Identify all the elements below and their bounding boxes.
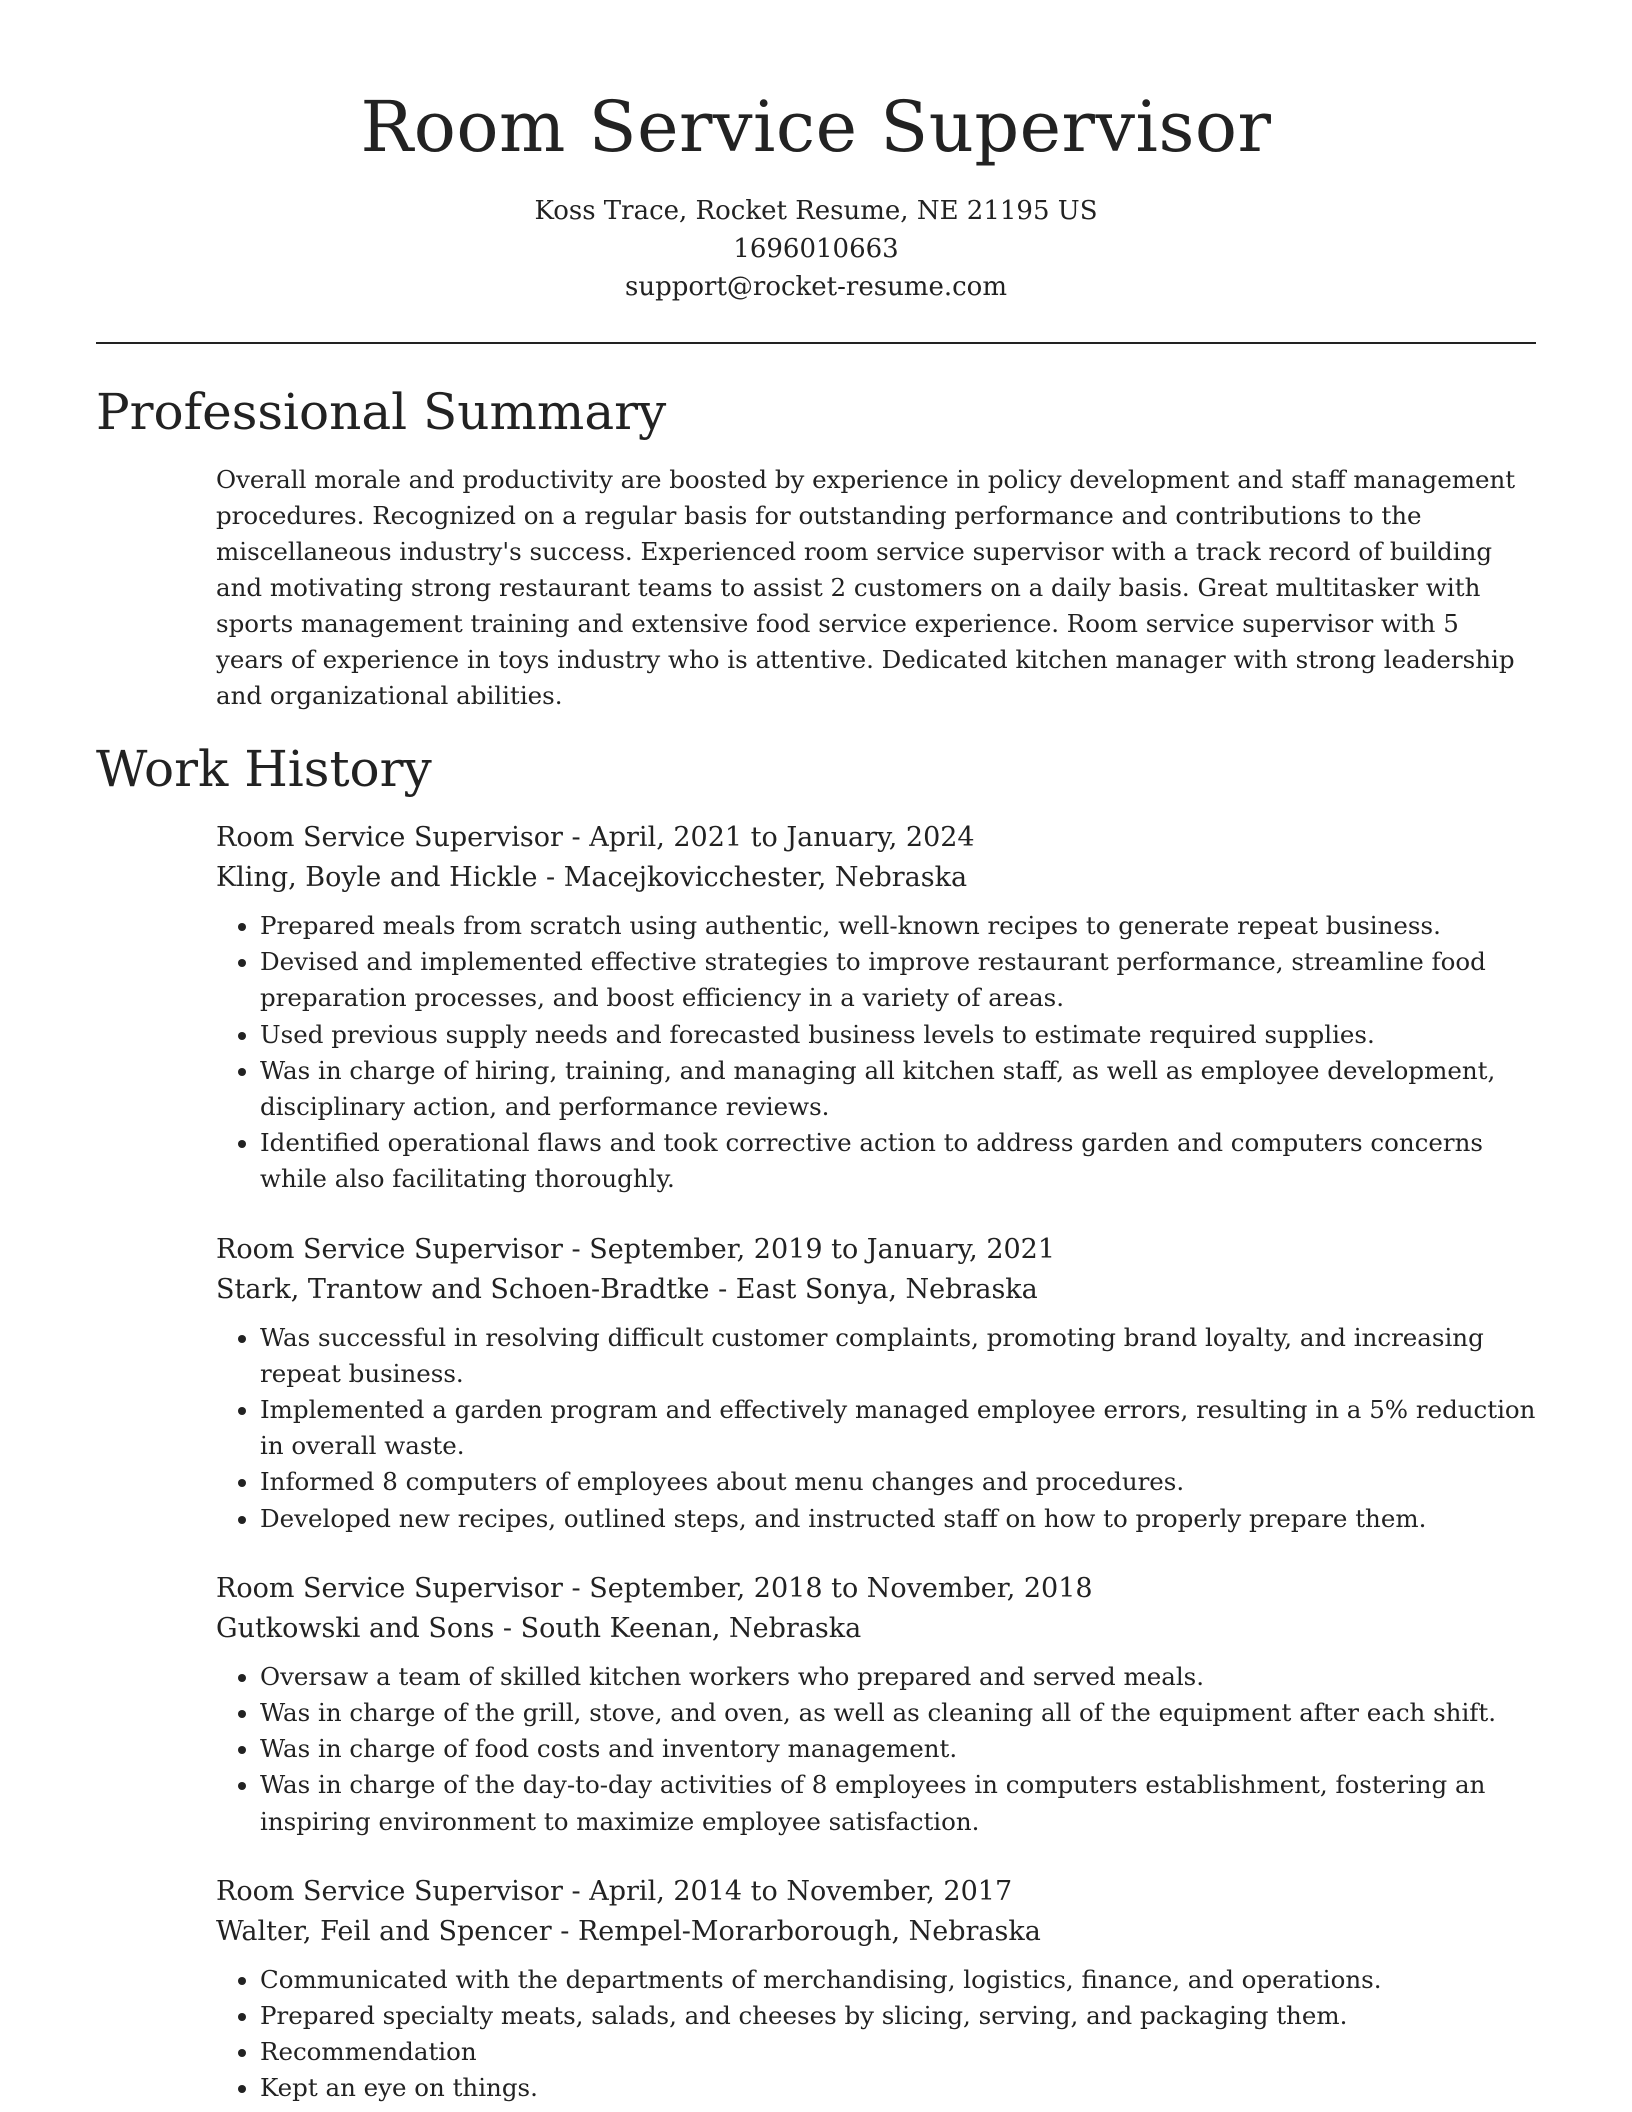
contact-phone: 1696010663 xyxy=(733,234,899,264)
job-role: Room Service Supervisor xyxy=(216,1875,563,1907)
job-title-line xyxy=(216,818,1536,858)
job-bullet: • Implemented a garden program and effectively managed employee errors, resulting in a 5% reduction in overall waste. xyxy=(260,1392,1536,1464)
job-entry xyxy=(216,1569,1536,1840)
job-dates: - April, 2014 to November, 2017 xyxy=(562,1875,1013,1907)
job-bullet: • Was in charge of the grill, stove, and oven, as well as cleaning all of the equipment after each shift. xyxy=(260,1695,1536,1731)
job-title-line xyxy=(216,1569,1536,1609)
job-bullet: • Identified operational flaws and took corrective action to address garden and computers concerns while also facilitating thoroughly. xyxy=(260,1125,1536,1197)
job-location: - East Sonya, Nebraska xyxy=(709,1273,1038,1305)
job-entry xyxy=(216,1872,1536,2107)
job-bullet: • Was in charge of food costs and inventory management. xyxy=(260,1731,1536,1767)
job-bullet: • Used previous supply needs and forecasted business levels to estimate required supplies. xyxy=(260,1017,1536,1053)
contact-info xyxy=(0,192,1632,306)
job-bullet: • Communicated with the departments of merchandising, logistics, finance, and operations. xyxy=(260,1962,1536,1998)
job-role: Room Service Supervisor xyxy=(216,1572,563,1604)
job-location: - Macejkovicchester, Nebraska xyxy=(537,862,968,893)
job-role: Room Service Supervisor xyxy=(216,822,563,853)
job-company: Kling, Boyle and Hickle xyxy=(216,862,538,893)
job-company-line xyxy=(216,858,1536,898)
job-entry xyxy=(216,1230,1536,1537)
summary-heading: Professional Summary xyxy=(96,383,667,441)
job-location: - South Keenan, Nebraska xyxy=(494,1612,862,1644)
job-bullet: • Informed 8 computers of employees about menu changes and procedures. xyxy=(260,1464,1536,1500)
job-bullet: • Was in charge of the day-to-day activities of 8 employees in computers establishment, fostering an inspiring environment to maximize employee satisfaction. xyxy=(260,1767,1536,1839)
job-bullet: • Was successful in resolving difficult customer complaints, promoting brand loyalty, and increasing repeat business. xyxy=(260,1320,1536,1392)
job-company-line xyxy=(216,1912,1536,1952)
job-bullet: • Prepared meals from scratch using authentic, well-known recipes to generate repeat business. xyxy=(260,908,1536,944)
contact-email: support@rocket-resume.com xyxy=(624,272,1007,302)
work-history-list xyxy=(216,818,1536,2112)
job-title-line xyxy=(216,1872,1536,1912)
contact-address: Koss Trace, Rocket Resume, NE 21195 US xyxy=(534,196,1098,226)
job-bullets xyxy=(216,908,1536,1198)
job-company: Walter, Feil and Spencer xyxy=(216,1915,552,1947)
job-bullet: • Devised and implemented effective strategies to improve restaurant performance, streamline food preparation processes, and boost efficiency in a variety of areas. xyxy=(260,944,1536,1016)
summary-text: Overall morale and productivity are boosted by experience in policy development and staff management procedures. Recognized on a regular basis for outstanding performance and contributions to the miscellaneous industry's success. Experienced room service supervisor with a track record of building and motivating strong restaurant teams to assist 2 customers on a daily basis. Great multitasker with sports management training and extensive food service experience. Room service supervisor with 5 years of experience in toys industry who is attentive. Dedicated kitchen manager with strong leadership and organizational abilities. xyxy=(216,465,1516,710)
header-divider xyxy=(96,342,1536,344)
job-location: - Rempel-Morarborough, Nebraska xyxy=(551,1915,1041,1947)
job-bullet: • Recommendation xyxy=(260,2034,1536,2070)
job-bullets xyxy=(216,1962,1536,2107)
job-bullet: • Developed new recipes, outlined steps, and instructed staff on how to properly prepare them. xyxy=(260,1501,1536,1537)
work-history-heading: Work History xyxy=(96,740,432,798)
job-bullet: • Was in charge of hiring, training, and managing all kitchen staff, as well as employee development, disciplinary action, and performance reviews. xyxy=(260,1053,1536,1125)
job-company-line xyxy=(216,1609,1536,1649)
job-bullets xyxy=(216,1320,1536,1537)
job-entry xyxy=(216,818,1536,1198)
job-company: Stark, Trantow and Schoen-Bradtke xyxy=(216,1273,710,1305)
job-bullet: • Kept an eye on things. xyxy=(260,2070,1536,2106)
job-company-line xyxy=(216,1270,1536,1310)
job-bullet: • Prepared specialty meats, salads, and cheeses by slicing, serving, and packaging them. xyxy=(260,1998,1536,2034)
job-dates: - September, 2018 to November, 2018 xyxy=(562,1572,1093,1604)
job-title-line xyxy=(216,1230,1536,1270)
job-bullets xyxy=(216,1659,1536,1840)
resume-header xyxy=(0,0,1632,306)
job-dates: - April, 2021 to January, 2024 xyxy=(562,822,975,853)
job-role: Room Service Supervisor xyxy=(216,1233,563,1265)
job-company: Gutkowski and Sons xyxy=(216,1612,495,1644)
job-bullet: • Oversaw a team of skilled kitchen workers who prepared and served meals. xyxy=(260,1659,1536,1695)
resume-name: Room Service Supervisor xyxy=(360,86,1272,168)
job-dates: - September, 2019 to January, 2021 xyxy=(562,1233,1056,1265)
